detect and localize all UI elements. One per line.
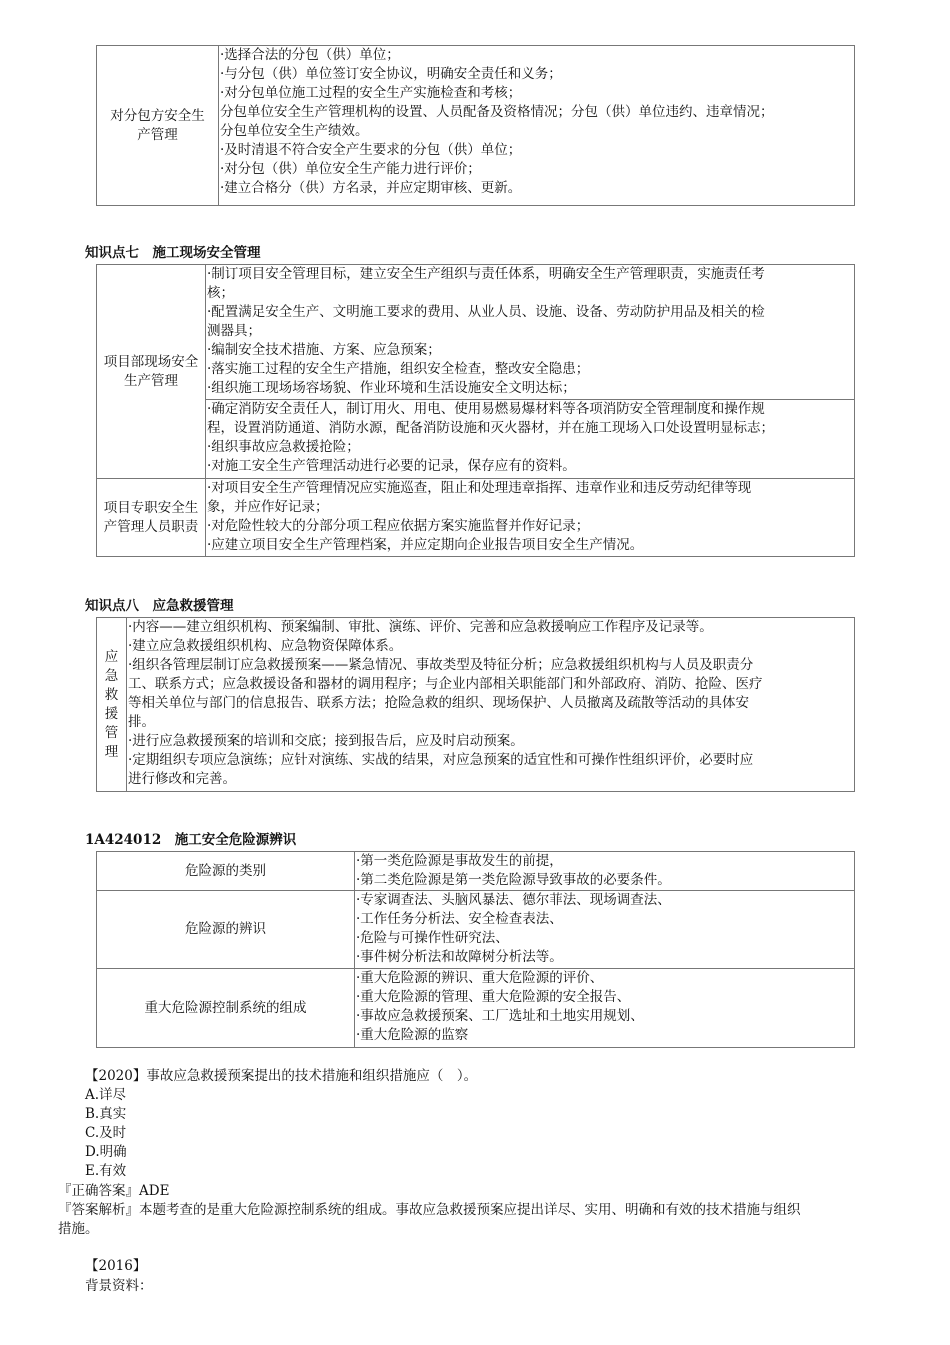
emergency-label-char: 援: [104, 705, 119, 722]
hazard-line: ·危险与可操作性研究法、: [356, 930, 509, 946]
option-a: A.详尽: [85, 1087, 127, 1103]
emergency-line: ·进行应急救援预案的培训和交底；接到报告后，应及时启动预案。: [128, 733, 524, 749]
safety-officer-label-line: 项目专职安全生: [103, 499, 199, 516]
site-safety-label-line: 项目部现场安全: [103, 353, 199, 370]
hazard-line: ·重大危险源的监察: [356, 1027, 469, 1043]
hazard-label: 危险源的类别: [97, 852, 355, 891]
emergency-label-char: 急: [104, 667, 119, 684]
table1-line: ·建立合格分（供）方名录，并应定期审核、更新。: [220, 180, 522, 196]
section9-heading: 1A424012 施工安全危险源辨识: [85, 832, 297, 848]
table1-line: 分包单位安全生产管理机构的设置、人员配备及资格情况；分包（供）单位违约、违章情况；: [220, 104, 774, 120]
site-safety-line: ·对施工安全生产管理活动进行必要的记录，保存应有的资料。: [207, 458, 576, 474]
table1-line: 分包单位安全生产绩效。: [220, 123, 369, 139]
hazard-table: [96, 851, 855, 1048]
site-safety-line: ·落实施工过程的安全生产措施，组织安全检查，整改安全隐患；: [207, 361, 590, 377]
site-safety-line: ·组织事故应急救援抢险；: [207, 439, 360, 455]
emergency-line: ·定期组织专项应急演练；应针对演练、实战的结果，对应急预案的适宜性和可操作性组织评价，必要时应: [128, 752, 754, 768]
hazard-line: ·重大危险源的管理、重大危险源的安全报告、: [356, 989, 631, 1005]
hazard-line: ·事故应急救援预案、工厂选址和土地实用规划、: [356, 1008, 644, 1024]
safety-officer-line: ·应建立项目安全生产管理档案，并应定期向企业报告项目安全生产情况。: [207, 537, 644, 553]
table1-label-line: 产管理: [137, 126, 178, 143]
site-safety-line: ·编制安全技术措施、方案、应急预案；: [207, 342, 441, 358]
safety-officer-content-cell: [206, 479, 855, 557]
emergency-line: 工、联系方式；应急救援设备和器材的调用程序；与企业内部相关职能部门和外部政府、消防、抢险、医疗: [128, 676, 763, 692]
hazard-label: 危险源的辨识: [97, 891, 355, 969]
safety-officer-label-line: 产管理人员职责: [103, 518, 199, 535]
emergency-line: 进行修改和完善。: [128, 771, 236, 787]
table1-content-cell: [219, 46, 855, 206]
case-background: 背景资料：: [85, 1278, 153, 1294]
emergency-line: 等相关单位与部门的信息报告、联系方法；抢险急救的组织、现场保护、人员撤离及疏散等活动的具体安: [128, 695, 749, 711]
table1-line: ·及时清退不符合安全产生要求的分包（供）单位；: [220, 142, 522, 158]
emergency-label-cell: [97, 618, 127, 792]
section8-heading: 知识点八 应急救援管理: [85, 598, 234, 614]
hazard-line: ·第一类危险源是事故发生的前提，: [356, 853, 563, 869]
hazard-content-cell: [355, 891, 855, 969]
emergency-label-char: 理: [104, 743, 119, 760]
site-safety-line: ·确定消防安全责任人，制订用火、用电、使用易燃易爆材料等各项消防安全管理制度和操作规: [207, 401, 765, 417]
answer-analysis-cont: 措施。: [58, 1221, 99, 1237]
emergency-line: ·内容——建立组织机构、预案编制、审批、演练、评价、完善和应急救援响应工作程序及记录等。: [128, 619, 713, 635]
hazard-line: ·第二类危险源是第一类危险源导致事故的必要条件。: [356, 872, 671, 888]
section7-heading: 知识点七 施工现场安全管理: [85, 245, 261, 261]
emergency-line: ·组织各管理层制订应急救援预案——紧急情况、事故类型及特征分析；应急救援组织机构与人员及职责分: [128, 657, 754, 673]
site-safety-table: [96, 264, 855, 557]
site-safety-line: ·配置满足安全生产、文明施工要求的费用、从业人员、设施、设备、劳动防护用品及相关的检: [207, 304, 765, 320]
option-b: B.真实: [85, 1106, 127, 1122]
emergency-label-char: 应: [104, 648, 119, 665]
hazard-line: ·重大危险源的辨识、重大危险源的评价、: [356, 970, 604, 986]
option-c: C.及时: [85, 1125, 127, 1141]
option-d: D.明确: [85, 1144, 127, 1160]
site-safety-line: ·组织施工现场场容场貌、作业环境和生活设施安全文明达标；: [207, 380, 576, 396]
safety-officer-line: ·对危险性较大的分部分项工程应依据方案实施监督并作好记录；: [207, 518, 590, 534]
site-safety-label-line: 生产管理: [124, 372, 178, 389]
subcontractor-safety-table: [96, 45, 855, 206]
emergency-rescue-table: [96, 617, 855, 792]
table1-line: ·对分包单位施工过程的安全生产实施检查和考核；: [220, 85, 522, 101]
table1-label-line: 对分包方安全生: [110, 107, 205, 124]
emergency-content-cell: [127, 618, 855, 792]
safety-officer-line: 象，并应作好记录；: [207, 499, 329, 515]
table1-line: ·对分包（供）单位安全生产能力进行评价；: [220, 161, 481, 177]
correct-answer: 『正确答案』ADE: [58, 1183, 170, 1199]
table1-label-cell: [97, 46, 219, 206]
site-safety-part1-cell: [206, 265, 855, 400]
site-safety-line: 测器具；: [207, 323, 261, 339]
site-safety-line: ·制订项目安全管理目标，建立安全生产组织与责任体系，明确安全生产管理职责，实施责任考: [207, 266, 765, 282]
safety-officer-label-cell: [97, 479, 206, 557]
table1-line: ·与分包（供）单位签订安全协议，明确安全责任和义务；: [220, 66, 562, 82]
hazard-content-cell: [355, 969, 855, 1048]
emergency-label-char: 管: [104, 724, 119, 741]
emergency-label-char: 救: [104, 686, 119, 703]
safety-officer-line: ·对项目安全生产管理情况应实施巡查，阻止和处理违章指挥、违章作业和违反劳动纪律等现: [207, 480, 752, 496]
table1-line: ·选择合法的分包（供）单位；: [220, 47, 400, 63]
site-safety-line: 程，设置消防通道、消防水源，配备消防设施和灭火器材，并在施工现场入口处设置明显标志；: [207, 420, 774, 436]
case-year: 【2016】: [85, 1258, 147, 1274]
hazard-line: ·事件树分析法和故障树分析法等。: [356, 949, 563, 965]
option-e: E.有效: [85, 1163, 127, 1179]
emergency-line: ·建立应急救援组织机构、应急物资保障体系。: [128, 638, 403, 654]
site-safety-part2-cell: [206, 400, 855, 479]
hazard-content-cell: [355, 852, 855, 891]
emergency-line: 排。: [128, 714, 155, 730]
hazard-label: 重大危险源控制系统的组成: [97, 969, 355, 1048]
hazard-line: ·工作任务分析法、安全检查表法、: [356, 911, 563, 927]
site-safety-line: 核；: [207, 285, 234, 301]
site-safety-label-cell: [97, 265, 206, 479]
hazard-line: ·专家调查法、头脑风暴法、德尔菲法、现场调查法、: [356, 892, 671, 908]
answer-analysis: 『答案解析』本题考查的是重大危险源控制系统的组成。事故应急救援预案应提出详尽、实用、明确和有效的技术措施与组织: [58, 1202, 801, 1218]
question-stem: 【2020】事故应急救援预案提出的技术措施和组织措施应（ ）。: [85, 1068, 478, 1084]
